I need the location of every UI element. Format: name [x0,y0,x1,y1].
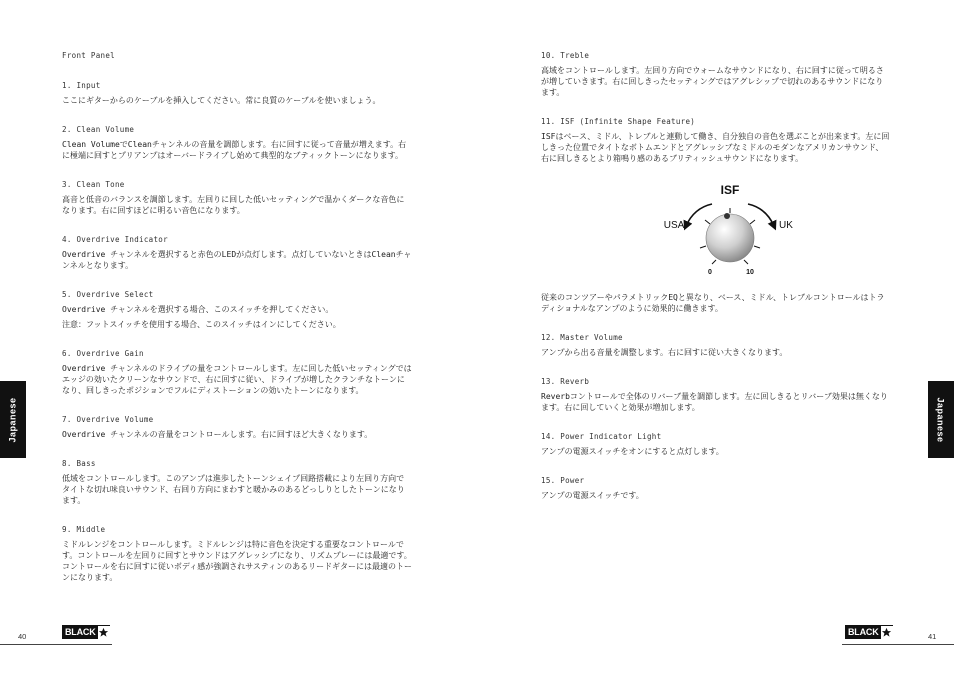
language-tab-left [0,381,26,458]
left-page-column [62,50,412,601]
section-text: アンプの電源スイッチをオンにすると点灯します。 [541,447,724,456]
isf-knob-diagram [650,180,810,276]
right-page-column [541,50,891,519]
section-input [62,80,412,106]
section-text: ISFはベース、ミドル、トレブルと連動して働き、自分独自の音色を選ぶことが出来ます。左に回しきった位置でタイトなボトムエンドとアグレッシブなミドルのモダンなアメリカンサウンド、右に回しきるとより箱鳴り感のあるブリティッシュサウンドになります。 [541,132,890,163]
section-isf-continued [541,292,891,314]
footer-rule-left [0,644,112,645]
section-heading: 12. Master Volume [541,333,623,342]
section-heading: 8. Bass [62,459,96,468]
page-number-right: 41 [928,632,937,641]
star-icon [98,626,111,639]
brand-logo-right [845,625,893,639]
section-overdrive-gain [62,348,412,396]
section-heading: 14. Power Indicator Light [541,432,662,441]
section-text: 高音と低音のバランスを調節します。左回りに回した低いセッティングで温かくダークな音色になります。右に回すほどに明るい音色になります。 [62,195,405,215]
section-text: Overdrive チャンネルの音量をコントロールします。右に回すほど大きくなります。 [62,430,373,439]
section-heading: 1. Input [62,81,101,90]
star-icon [881,626,894,639]
section-clean-volume [62,124,412,161]
section-text: Reverbコントロールで全体のリバーブ量を調節します。左に回しきるとリバーブ効果は無くなります。右に回していくと効果が増加します。 [541,392,888,412]
page-number-left: 40 [18,632,27,641]
section-text: アンプから出る音量を調整します。右に回すに従い大きくなります。 [541,348,788,357]
section-heading: 9. Middle [62,525,106,534]
section-text: 従来のコンツアーやパラメトリックEQと異なり、ベース、ミドル、トレブルコントロールはトラディショナルなアンプのように効果的に働きます。 [541,293,885,313]
section-heading: 5. Overdrive Select [62,290,154,299]
usa-label: USA [663,220,685,231]
page-title: Front Panel [62,51,115,60]
section-text: Overdrive チャンネルを選択する場合、このスイッチを押してください。 [62,305,334,314]
isf-knob-figure [650,180,810,276]
section-text: アンプの電源スイッチです。 [541,491,644,500]
section-heading: 7. Overdrive Volume [62,415,154,424]
section-text: Overdrive チャンネルを選択すると赤色のLEDが点灯します。点灯していないときはCleanチャンネルとなります。 [62,250,412,270]
isf-knob-icon [706,214,754,262]
section-heading: 10. Treble [541,51,590,60]
section-heading: 4. Overdrive Indicator [62,235,168,244]
section-heading: 6. Overdrive Gain [62,349,144,358]
knob-indicator-icon [724,213,730,219]
section-clean-tone [62,179,412,216]
section-power-indicator [541,431,891,457]
section-overdrive-volume [62,414,412,440]
language-tab-label: Japanese [8,396,18,443]
section-text: 低域をコントロールします。このアンプは進歩したトーンシェイプ回路搭載により左回り方向でタイトな切れ味良いサウンド、右回り方向にまわすと暖かみのあるどっしりとしたトーンになります。 [62,474,405,505]
brand-logo-left [62,625,110,639]
section-isf [541,116,891,164]
section-heading: 2. Clean Volume [62,125,135,134]
section-text: Clean VolumeでCleanチャンネルの音量を調節します。右に回すに従って音量が増えます。右に極端に回すとプリアンプはオーバードライブし始めて典型的なブティックトーンになります。 [62,140,407,160]
uk-label: UK [779,220,793,231]
section-heading: 11. ISF (Infinite Shape Feature) [541,117,696,126]
section-reverb [541,376,891,413]
footer-rule-right [842,644,954,645]
section-heading: 15. Power [541,476,585,485]
section-heading: 13. Reverb [541,377,590,386]
section-middle [62,524,412,583]
section-text: Overdrive チャンネルのドライブの量をコントロールします。左に回した低いセッティングではエッジの効いたクリーンなサウンドで、右に回すに従い、ドライブが増したクランチなトーンになり、回しきったポジションでフルにディストーションの効いたトーンになります。 [62,364,412,395]
scale-min-label: 0 [708,269,712,276]
section-note: 注意：フットスイッチを使用する場合、このスイッチはインにしてください。 [62,320,341,329]
isf-title: ISF [720,183,740,197]
section-treble [541,50,891,98]
section-overdrive-indicator [62,234,412,271]
section-power [541,475,891,501]
section-heading: 3. Clean Tone [62,180,125,189]
section-overdrive-select [62,289,412,330]
logo-text: BLACK [65,627,96,637]
section-text: 高域をコントロールします。左回り方向でウォームなサウンドになり、右に回すに従って明るさが増していきます。右に回しきったセッティングではアグレシップで切れのあるサウンドになります。 [541,66,884,97]
section-master-volume [541,332,891,358]
language-tab-label: Japanese [936,396,946,443]
section-text: ミドルレンジをコントロールします。ミドルレンジは特に音色を決定する重要なコントロールです。コントロールを左回りに回すとサウンドはアグレッシブになり、リズムプレーには最適です。コントロールを右に回すに従いボディ感が強調されサスティンのあるリードギターには最適のトーンになります。 [62,540,412,582]
scale-max-label: 10 [746,269,754,276]
section-text: ここにギターからのケーブルを挿入してください。常に良質のケーブルを使いましょう。 [62,96,381,105]
language-tab-right [928,381,954,458]
section-bass [62,458,412,506]
logo-text: BLACK [848,627,879,637]
